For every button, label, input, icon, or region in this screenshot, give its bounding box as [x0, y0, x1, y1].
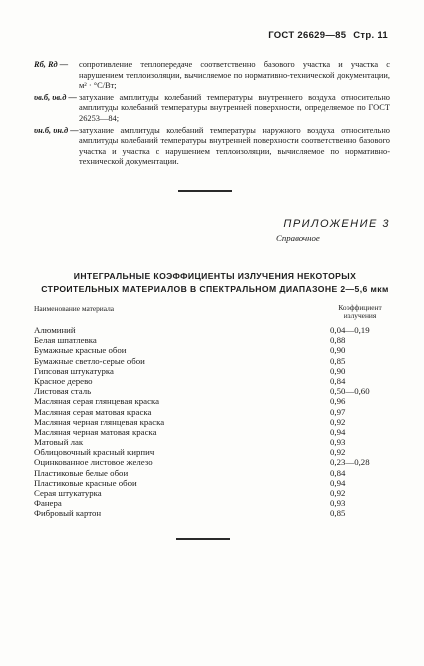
- definition-item: [34, 93, 390, 125]
- table-title: ИНТЕГРАЛЬНЫЕ КОЭФФИЦИЕНТЫ ИЗЛУЧЕНИЯ НЕКОТОРЫХ СТРОИТЕЛЬНЫХ МАТЕРИАЛОВ В СПЕКТРАЛЬНОМ ДИАПАЗОНЕ 2—5,6 мкм: [41, 271, 389, 294]
- definitions-list: [34, 60, 390, 169]
- material-name: Серая штукатурка: [34, 488, 102, 498]
- table-row: [34, 345, 390, 355]
- material-name: Гипсовая штукатурка: [34, 365, 114, 376]
- material-name: Пластиковые красные обои: [34, 477, 137, 488]
- coefficient-column-header: Коэффициент излучения: [338, 303, 382, 320]
- emissivity-value: 0,94: [330, 426, 346, 437]
- standard-number: ГОСТ 26629—85: [268, 30, 347, 41]
- emissivity-value: 0,94: [330, 477, 346, 488]
- table-row: [34, 498, 390, 508]
- table-row: [34, 366, 390, 376]
- appendix-subtitle: Справочное: [276, 233, 320, 243]
- material-name: Красное дерево: [34, 375, 93, 386]
- material-column-header: Наименование материала: [34, 304, 115, 313]
- material-name: Масляная серая матовая краска: [34, 406, 152, 417]
- emissivity-value: 0,90: [330, 345, 346, 356]
- material-name: Бумажные светло-серые обои: [34, 355, 145, 366]
- emissivity-value: 0,92: [330, 488, 346, 498]
- definition-item: [34, 126, 390, 168]
- table-row: [34, 447, 390, 457]
- material-name: Бумажные красные обои: [34, 345, 127, 356]
- table-row: [34, 488, 390, 498]
- emissivity-value: 0,97: [330, 406, 346, 417]
- table-row: [34, 427, 390, 437]
- emissivity-table: [34, 325, 390, 519]
- material-name: Фанера: [34, 498, 62, 509]
- table-row: [34, 386, 390, 396]
- definition-text: сопротивление теплопередаче соответственно базового участка и участка с нарушением теплоизоляции, вычисляемое по нормативно-технической документации, м² · °С/Вт;: [79, 60, 390, 91]
- appendix-title: ПРИЛОЖЕНИЕ 3: [283, 218, 390, 230]
- definition-text: затухание амплитуды колебаний температуры внутреннего воздуха относительно амплитуды колебаний температуры внутренней поверхности, определяемое по ГОСТ 26253—84;: [79, 92, 390, 123]
- material-name: Фибровый картон: [34, 508, 102, 519]
- table-row: [34, 335, 390, 345]
- definition-symbol: υн.б, υн.д —: [34, 125, 79, 135]
- material-name: Масляная черная матовая краска: [34, 426, 157, 437]
- emissivity-value: 0,84: [330, 375, 346, 386]
- emissivity-value: 0,96: [330, 396, 346, 407]
- emissivity-value: 0,92: [330, 447, 346, 458]
- material-name: Матовый лак: [34, 437, 84, 448]
- material-name: Масляная черная глянцевая краска: [34, 416, 165, 427]
- material-name: Масляная серая глянцевая краска: [34, 396, 160, 407]
- material-name: Облицовочный красный кирпич: [34, 447, 155, 458]
- table-row: [34, 437, 390, 447]
- emissivity-value: 0,92: [330, 416, 346, 427]
- emissivity-value: 0,23—0,28: [330, 457, 370, 468]
- material-name: Оцинкованное листовое железо: [34, 457, 153, 468]
- page-number: Стр. 11: [353, 30, 388, 41]
- emissivity-value: 0,84: [330, 467, 346, 478]
- material-name: Пластиковые белые обои: [34, 467, 129, 478]
- emissivity-value: 0,90: [330, 365, 346, 376]
- material-name: Белая шпатлевка: [34, 335, 97, 346]
- end-divider: [176, 538, 230, 540]
- table-row: [34, 457, 390, 467]
- table-row: [34, 325, 390, 335]
- material-name: Листовая сталь: [34, 386, 92, 397]
- definition-text: затухание амплитуды колебаний температуры наружного воздуха относительно амплитуды колебаний температуры внутренней поверхности соответственно базового участка и участка с нарушением теплоизоляции, вычисляемое по нормативно-технической документации.: [79, 125, 390, 167]
- appendix-heading: [270, 218, 390, 243]
- page-header: [264, 30, 388, 41]
- definition-symbol: υв.б, υв.д —: [34, 92, 77, 102]
- material-name: Алюминий: [34, 325, 76, 335]
- definition-symbol: Rб, Rд —: [34, 60, 69, 69]
- emissivity-value: 0,88: [330, 335, 346, 346]
- table-row: [34, 396, 390, 406]
- section-divider: [178, 190, 232, 192]
- definition-item: [34, 60, 390, 92]
- table-row: [34, 356, 390, 366]
- emissivity-value: 0,50—0,60: [330, 386, 370, 397]
- emissivity-value: 0,85: [330, 355, 346, 366]
- table-row: [34, 417, 390, 427]
- emissivity-value: 0,04—0,19: [330, 325, 370, 335]
- table-row: [34, 376, 390, 386]
- emissivity-value: 0,85: [330, 508, 346, 519]
- table-row: [34, 478, 390, 488]
- table-row: [34, 407, 390, 417]
- emissivity-value: 0,93: [330, 437, 346, 448]
- table-row: [34, 508, 390, 518]
- table-row: [34, 468, 390, 478]
- emissivity-value: 0,93: [330, 498, 346, 509]
